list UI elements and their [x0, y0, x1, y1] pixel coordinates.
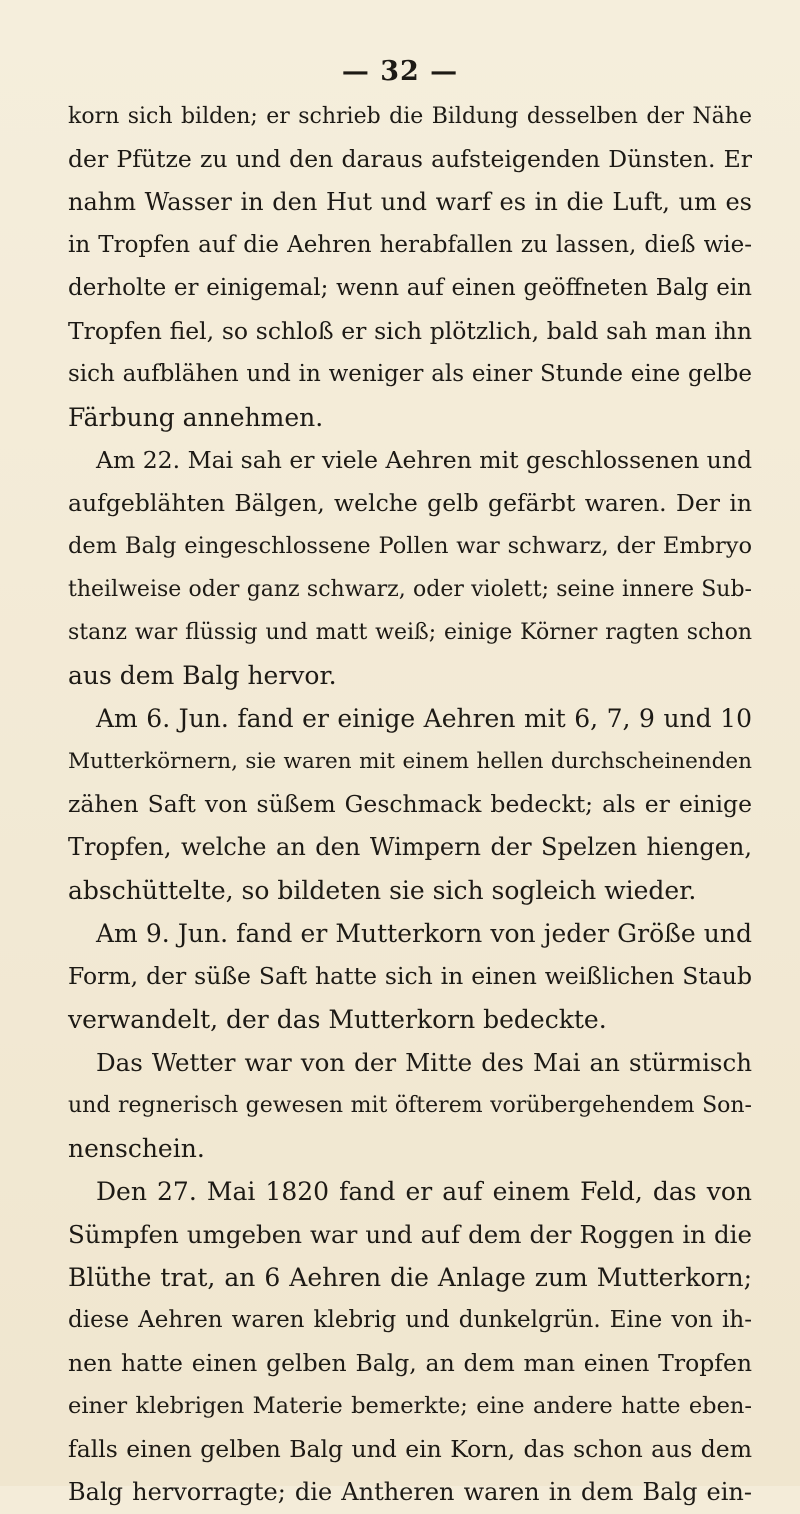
- text-line: Blüthe trat, an 6 Aehren die Anlage zum Mutterkorn;: [68, 1263, 752, 1292]
- text-line: und regnerisch gewesen mit öfterem vorübergehendem Son-: [68, 1093, 752, 1118]
- text-line: derholte er einigemal; wenn auf einen geöffneten Balg ein: [68, 275, 752, 301]
- text-line: Balg hervorragte; die Antheren waren in dem Balg ein-: [68, 1478, 752, 1506]
- text-line: stanz war flüssig und matt weiß; einige Körner ragten schon: [68, 620, 752, 645]
- text-line: Am 22. Mai sah er viele Aehren mit geschlossenen und: [96, 446, 752, 474]
- text-line: Färbung annehmen.: [68, 403, 324, 432]
- text-line: nahm Wasser in den Hut und warf es in die Luft, um es: [68, 188, 752, 216]
- text-line: Am 6. Jun. fand er einige Aehren mit 6, 7, 9 und 10: [96, 704, 752, 733]
- text-line: theilweise oder ganz schwarz, oder violett; seine innere Sub-: [68, 577, 752, 602]
- text-line: der Pfütze zu und den daraus aufsteigenden Dünsten. Er: [68, 145, 752, 173]
- text-line: Form, der süße Saft hatte sich in einen weißlichen Staub: [68, 962, 752, 990]
- text-line: Tropfen fiel, so schloß er sich plötzlich, bald sah man ihn: [68, 317, 752, 345]
- text-line: falls einen gelben Balg und ein Korn, das schon aus dem: [68, 1435, 752, 1463]
- text-line: sich aufblähen und in weniger als einer Stunde eine gelbe: [68, 361, 752, 387]
- text-line: abschüttelte, so bildeten sie sich sogleich wieder.: [68, 876, 697, 905]
- text-line: in Tropfen auf die Aehren herabfallen zu lassen, dieß wie-: [68, 232, 752, 258]
- text-line: Das Wetter war von der Mitte des Mai an stürmisch: [96, 1048, 752, 1077]
- text-line: Sümpfen umgeben war und auf dem der Roggen in die: [68, 1220, 752, 1249]
- page-number: — 32 —: [341, 56, 459, 87]
- text-line: korn sich bilden; er schrieb die Bildung desselben der Nähe: [68, 104, 752, 129]
- text-line: diese Aehren waren klebrig und dunkelgrün. Eine von ih-: [68, 1307, 752, 1333]
- text-line: verwandelt, der das Mutterkorn bedeckte.: [68, 1005, 607, 1034]
- text-line: Mutterkörnern, sie waren mit einem hellen durchscheinenden: [68, 749, 752, 774]
- text-line: Am 9. Jun. fand er Mutterkorn von jeder Größe und: [96, 919, 752, 948]
- text-line: einer klebrigen Materie bemerkte; eine andere hatte eben-: [68, 1393, 752, 1419]
- text-line: Den 27. Mai 1820 fand er auf einem Feld, das von: [96, 1177, 752, 1206]
- text-line: aus dem Balg hervor.: [68, 661, 337, 690]
- text-line: nen hatte einen gelben Balg, an dem man einen Tropfen: [68, 1349, 752, 1377]
- body-text: [68, 95, 752, 1514]
- text-line: Tropfen, welche an den Wimpern der Spelzen hiengen,: [68, 833, 752, 861]
- text-line: nenschein.: [68, 1134, 205, 1163]
- text-line: zähen Saft von süßem Geschmack bedeckt; als er einige: [68, 790, 752, 818]
- text-line: aufgeblähten Bälgen, welche gelb gefärbt waren. Der in: [68, 489, 752, 517]
- text-line: dem Balg eingeschlossene Pollen war schwarz, der Embryo: [68, 533, 752, 559]
